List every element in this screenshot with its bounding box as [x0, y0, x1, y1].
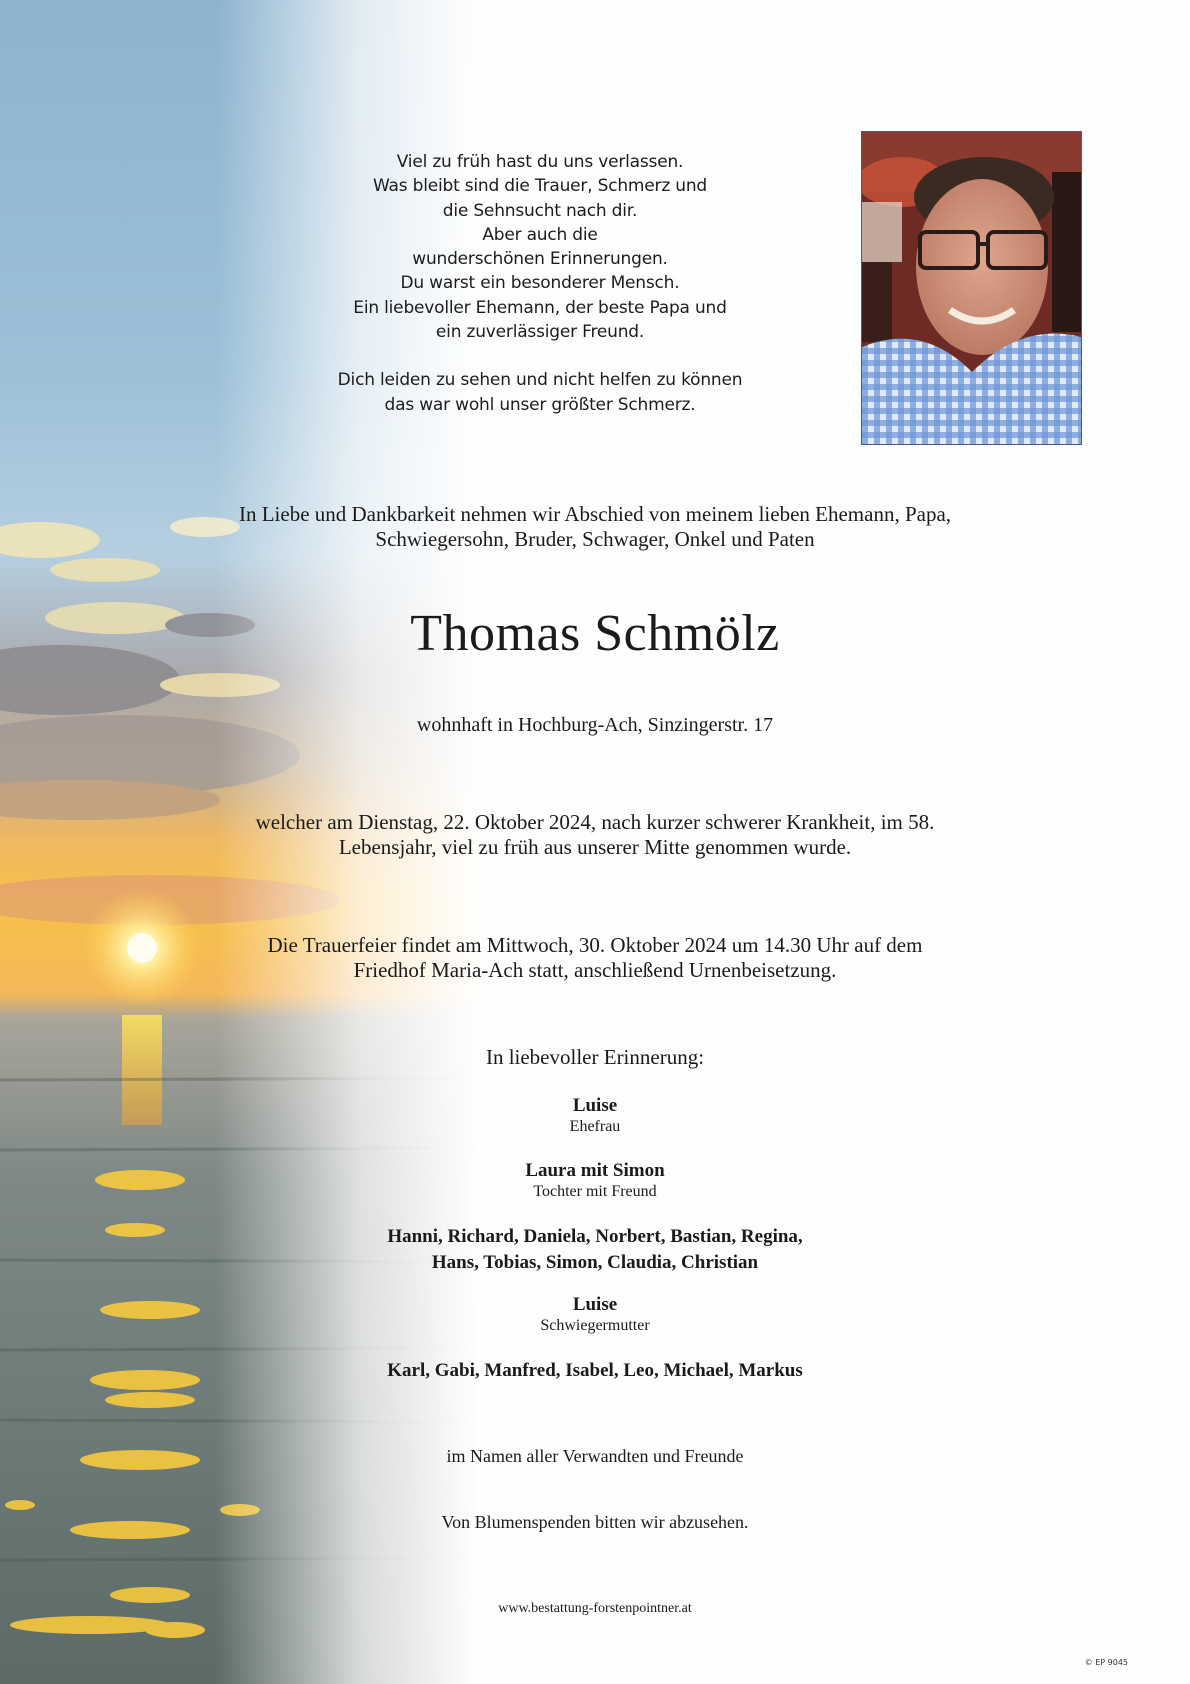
poem-line: Viel zu früh hast du uns verlassen.: [396, 152, 684, 172]
mourner-name: Laura mit Simon: [525, 1160, 665, 1181]
poem-line: Du warst ein besonderer Mensch.: [400, 273, 680, 294]
portrait-photo: [861, 131, 1082, 445]
farewell-intro: [0, 502, 1190, 552]
mourner-entry: [0, 1160, 1190, 1202]
mourner-names-line: Karl, Gabi, Manfred, Isabel, Leo, Michael, Markus: [387, 1360, 803, 1381]
poem-line: ein zuverlässiger Freund.: [435, 322, 645, 343]
death-line-2: Lebensjahr, viel zu früh aus unserer Mitte genommen wurde.: [338, 835, 852, 859]
mourner-group: [0, 1224, 1190, 1276]
memory-heading: In liebevoller Erinnerung:: [485, 1045, 705, 1069]
mourner-role: Tochter mit Freund: [533, 1183, 657, 1200]
copyright-mark: © EP 9045: [1084, 1658, 1128, 1667]
poem-line: Was bleibt sind die Trauer, Schmerz und: [373, 176, 707, 197]
mourner-name: Luise: [572, 1095, 618, 1116]
poem-line: die Sehnsucht nach dir.: [442, 200, 638, 221]
funeral-details: [0, 933, 1190, 983]
death-notice: [0, 810, 1190, 860]
memorial-poem: [320, 150, 760, 417]
residence-address: wohnhaft in Hochburg-Ach, Sinzingerstr. 17: [416, 714, 774, 736]
deceased-name: Thomas Schmölz: [410, 605, 780, 662]
mourner-role: Ehefrau: [569, 1118, 621, 1135]
portrait-photo-icon: [862, 132, 1081, 444]
mourner-names-line: Hanni, Richard, Daniela, Norbert, Bastian, Regina,: [387, 1226, 803, 1247]
poem-line: Aber auch die: [482, 224, 598, 245]
mourner-group: [0, 1358, 1190, 1384]
poem-line: Dich leiden zu sehen und nicht helfen zu können: [337, 370, 743, 391]
poem-line: Ein liebevoller Ehemann, der beste Papa und: [353, 297, 727, 318]
mourner-entry: [0, 1095, 1190, 1137]
closing-line: im Namen aller Verwandten und Freunde: [446, 1446, 744, 1466]
poem-line: wunderschönen Erinnerungen.: [412, 249, 668, 270]
flowers-note: Von Blumenspenden bitten wir abzusehen.: [441, 1512, 749, 1532]
website-link[interactable]: www.bestattung-forstenpointner.at: [498, 1601, 692, 1616]
intro-line-2: Schwiegersohn, Bruder, Schwager, Onkel und Paten: [375, 527, 815, 551]
intro-line-1: In Liebe und Dankbarkeit nehmen wir Abschied von meinem lieben Ehemann, Papa,: [238, 502, 952, 526]
funeral-line-2: Friedhof Maria-Ach statt, anschließend Urnenbeisetzung.: [353, 958, 837, 982]
mourner-names-line: Hans, Tobias, Simon, Claudia, Christian: [431, 1252, 759, 1273]
death-line-1: welcher am Dienstag, 22. Oktober 2024, nach kurzer schwerer Krankheit, im 58.: [255, 810, 935, 834]
poem-line: das war wohl unser größter Schmerz.: [384, 394, 696, 415]
mourner-role: Schwiegermutter: [540, 1317, 650, 1334]
mourner-name: Luise: [572, 1294, 618, 1315]
funeral-line-1: Die Trauerfeier findet am Mittwoch, 30. Oktober 2024 um 14.30 Uhr auf dem: [267, 933, 923, 957]
mourner-entry: [0, 1294, 1190, 1336]
